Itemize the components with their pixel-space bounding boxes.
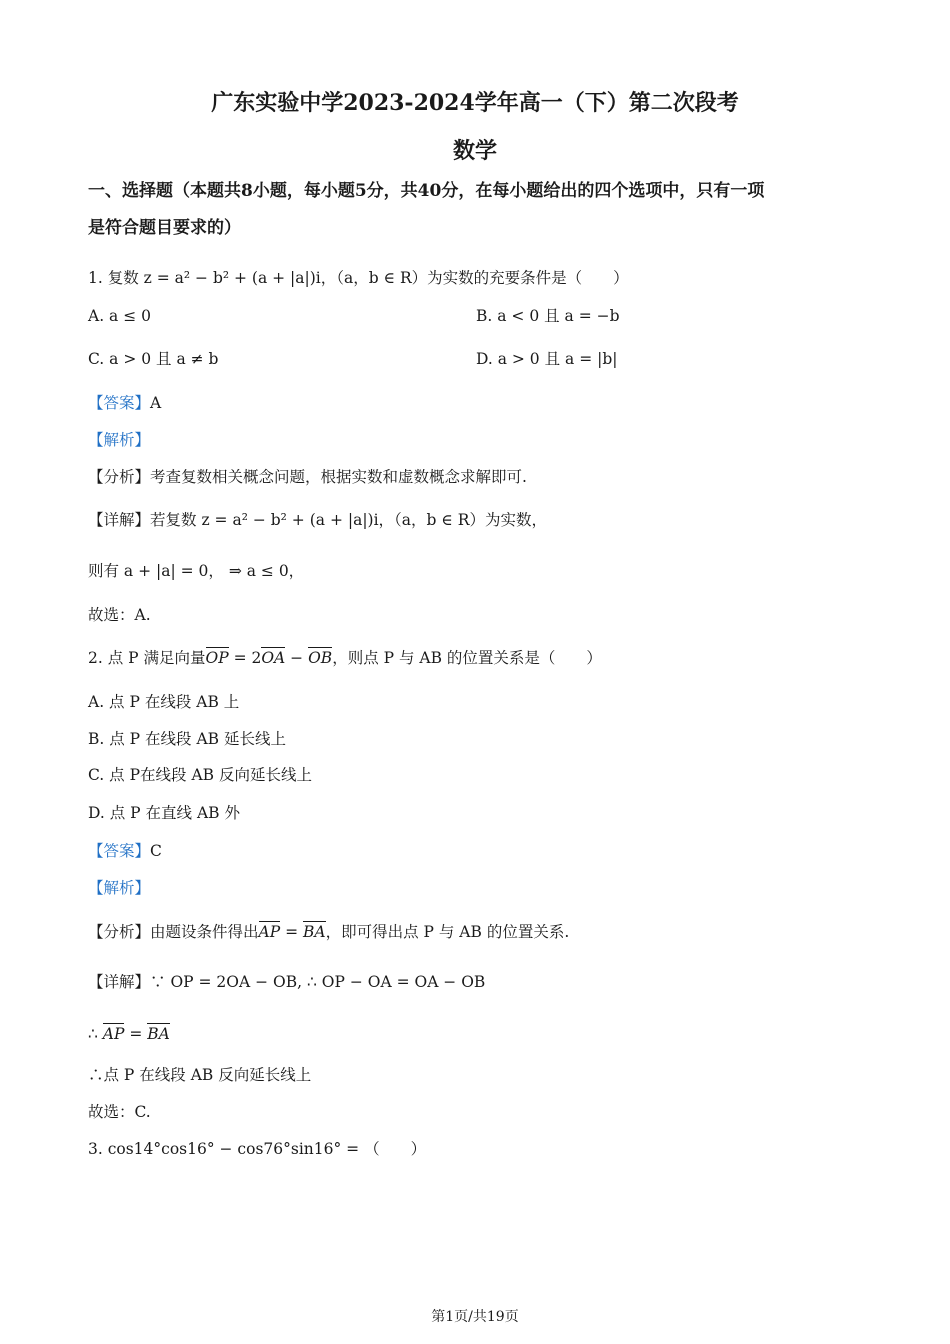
vector-oa: OA [261,649,286,667]
q2-step [88,1024,170,1044]
section-heading-line1: 一、选择题（本题共8小题，每小题5分，共40分，在每小题给出的四个选项中，只有一项 [88,181,765,201]
exam-title: 广东实验中学2023-2024学年高一（下）第二次段考 [211,90,739,116]
q1-option-b: B. a < 0 且 a = −b [476,307,620,325]
q2-stem [88,648,602,668]
q2-xiangjie [88,972,485,992]
q2-analysis-tag: 【解析】 [88,879,151,897]
q3-stem: 3. cos14°cos16° − cos76°sin16° = （ ） [88,1140,427,1158]
subject-title: 数学 [452,138,497,164]
xiangjie-tag: 【详解】 [88,973,151,991]
q2-fenxi [88,922,569,942]
answer-tag: 【答案】 [88,842,151,860]
q1-stem: 1. 复数 z = a² − b² + (a + |a|)i，（a，b ∈ R）为实数的充要条件是（ ） [88,269,629,287]
q2-step2: ∴点 P 在线段 AB 反向延长线上 [88,1066,312,1084]
xiangjie-tag: 【详解】 [88,511,151,529]
fenxi-post: ，即可得出点 P 与 AB 的位置关系. [325,923,570,941]
q2-option-b: B. 点 P 在线段 AB 延长线上 [88,730,286,748]
fenxi-eq: = [280,923,303,941]
q2-stem-pre: 2. 点 P 满足向量 [88,649,206,667]
vector-ap: AP [102,1025,125,1043]
q2-stem-eq: = 2 [228,649,262,667]
xiangjie-text: ∵ OP = 2OA − OB, ∴ OP − OA = OA − OB [150,973,486,991]
q1-fenxi [88,467,527,487]
xiangjie-text: 若复数 z = a² − b² + (a + |a|)i，（a，b ∈ R）为实数， [150,511,547,529]
q2-stem-post: ，则点 P 与 AB 的位置关系是（ ） [332,649,602,667]
vector-ap: AP [258,923,281,941]
q2-stem-minus: − [285,649,309,667]
q1-option-d: D. a > 0 且 a = |b| [476,350,618,368]
fenxi-tag: 【分析】 [88,468,151,486]
q1-option-c: C. a > 0 且 a ≠ b [88,350,219,368]
q1-option-a: A. a ≤ 0 [88,307,151,325]
step-pre: ∴ [88,1025,103,1043]
fenxi-text: 考查复数相关概念问题，根据实数和虚数概念求解即可. [150,468,527,486]
vector-ob: OB [308,649,333,667]
q1-step: 则有 a + |a| = 0， ⇒ a ≤ 0， [88,562,305,580]
q2-option-d: D. 点 P 在直线 AB 外 [88,804,240,822]
q1-analysis-tag: 【解析】 [88,431,151,449]
vector-op: OP [205,649,229,667]
answer-tag: 【答案】 [88,394,151,412]
fenxi-pre: 由题设条件得出 [150,923,259,941]
q1-conclusion: 故选：A. [88,606,151,624]
answer-value: C [150,842,162,860]
q1-xiangjie [88,510,547,530]
q2-option-a: A. 点 P 在线段 AB 上 [88,693,240,711]
q2-conclusion: 故选：C. [88,1103,151,1121]
fenxi-tag: 【分析】 [88,923,151,941]
q1-answer-line [88,393,161,413]
vector-ba: BA [147,1025,170,1043]
section-heading-line2: 是符合题目要求的） [88,218,241,238]
answer-value: A [150,394,162,412]
step-eq: = [124,1025,148,1043]
page-footer: 第1页/共19页 [431,1309,519,1325]
vector-ba: BA [303,923,326,941]
q2-option-c: C. 点 P在线段 AB 反向延长线上 [88,766,312,784]
q2-answer-line [88,841,162,861]
